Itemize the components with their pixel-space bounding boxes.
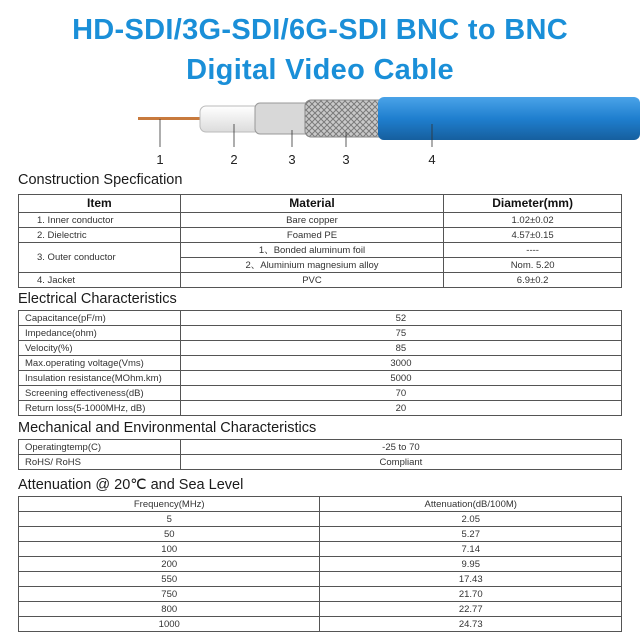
electrical-heading: Electrical Characteristics (18, 291, 177, 307)
construction-diameter: ---- (444, 243, 622, 258)
mechanical-name: RoHS/ RoHS (19, 455, 181, 470)
attenuation-frequency: 200 (19, 557, 320, 572)
inner-conductor (138, 117, 208, 120)
page-title-line1: HD-SDI/3G-SDI/6G-SDI BNC to BNC (72, 14, 568, 46)
diagram-label-3a: 3 (288, 152, 296, 167)
attenuation-header-row (19, 497, 622, 512)
mechanical-heading: Mechanical and Environmental Characteristics (18, 420, 317, 436)
table-row (19, 273, 622, 288)
mechanical-name: Operatingtemp(C) (19, 440, 181, 455)
diagram-label-2: 2 (230, 152, 238, 167)
table-row (19, 326, 622, 341)
attenuation-frequency: 50 (19, 527, 320, 542)
table-row (19, 455, 622, 470)
attenuation-value: 22.77 (320, 602, 622, 617)
electrical-name: Max.operating voltage(Vms) (19, 356, 181, 371)
electrical-name: Capacitance(pF/m) (19, 311, 181, 326)
diagram-label-3b: 3 (342, 152, 350, 167)
table-row (19, 557, 622, 572)
construction-diameter: 1.02±0.02 (444, 213, 622, 228)
attenuation-frequency: 800 (19, 602, 320, 617)
attenuation-frequency: 550 (19, 572, 320, 587)
jacket-layer (378, 97, 640, 140)
attenuation-frequency: 750 (19, 587, 320, 602)
attenuation-value: 2.05 (320, 512, 622, 527)
construction-header-material: Material (180, 195, 443, 213)
attenuation-value: 5.27 (320, 527, 622, 542)
braid-layer (305, 100, 385, 137)
attenuation-table (18, 496, 622, 632)
table-row (19, 542, 622, 557)
electrical-name: Insulation resistance(MOhm.km) (19, 371, 181, 386)
attenuation-value: 24.73 (320, 617, 622, 632)
attenuation-header-attenuation: Attenuation(dB/100M) (320, 497, 622, 512)
construction-diameter: 4.57±0.15 (444, 228, 622, 243)
construction-item: 4. Jacket (19, 273, 181, 288)
mechanical-value: Compliant (180, 455, 621, 470)
construction-material: Bare copper (180, 213, 443, 228)
table-row (19, 213, 622, 228)
attenuation-frequency: 1000 (19, 617, 320, 632)
table-row (19, 512, 622, 527)
construction-table (18, 194, 622, 288)
table-row (19, 311, 622, 326)
mechanical-table (18, 439, 622, 470)
electrical-name: Return loss(5-1000MHz, dB) (19, 401, 181, 416)
table-row (19, 371, 622, 386)
electrical-name: Screening effectiveness(dB) (19, 386, 181, 401)
attenuation-value: 9.95 (320, 557, 622, 572)
construction-material: 1、Bonded aluminum foil (180, 243, 443, 258)
construction-diameter: 6.9±0.2 (444, 273, 622, 288)
attenuation-value: 7.14 (320, 542, 622, 557)
electrical-value: 3000 (180, 356, 621, 371)
construction-header-diameter: Diameter(mm) (444, 195, 622, 213)
table-row (19, 243, 622, 258)
table-row (19, 401, 622, 416)
electrical-value: 52 (180, 311, 621, 326)
electrical-value: 85 (180, 341, 621, 356)
attenuation-header-frequency: Frequency(MHz) (19, 497, 320, 512)
table-row (19, 356, 622, 371)
page-title-line2: Digital Video Cable (186, 54, 454, 86)
construction-header-row (19, 195, 622, 213)
electrical-value: 75 (180, 326, 621, 341)
diagram-label-4: 4 (428, 152, 436, 167)
table-row (19, 440, 622, 455)
mechanical-value: -25 to 70 (180, 440, 621, 455)
electrical-name: Impedance(ohm) (19, 326, 181, 341)
construction-item: 1. Inner conductor (19, 213, 181, 228)
table-row (19, 386, 622, 401)
table-row (19, 341, 622, 356)
table-row (19, 572, 622, 587)
foil-layer (255, 103, 310, 134)
electrical-name: Velocity(%) (19, 341, 181, 356)
construction-material: 2、Aluminium magnesium alloy (180, 258, 443, 273)
attenuation-value: 17.43 (320, 572, 622, 587)
construction-material: Foamed PE (180, 228, 443, 243)
construction-heading: Construction Specfication (18, 172, 183, 188)
electrical-value: 5000 (180, 371, 621, 386)
table-row (19, 602, 622, 617)
table-row (19, 228, 622, 243)
electrical-value: 20 (180, 401, 621, 416)
diagram-label-1: 1 (156, 152, 164, 167)
construction-material: PVC (180, 273, 443, 288)
construction-item: 3. Outer conductor (19, 243, 181, 273)
dielectric (200, 106, 260, 132)
electrical-value: 70 (180, 386, 621, 401)
construction-diameter: Nom. 5.20 (444, 258, 622, 273)
cable-cross-section-diagram (0, 92, 640, 172)
attenuation-frequency: 5 (19, 512, 320, 527)
construction-item: 2. Dielectric (19, 228, 181, 243)
attenuation-frequency: 100 (19, 542, 320, 557)
attenuation-heading: Attenuation @ 20℃ and Sea Level (18, 477, 244, 493)
construction-header-item: Item (19, 195, 181, 213)
electrical-table (18, 310, 622, 416)
attenuation-value: 21.70 (320, 587, 622, 602)
table-row (19, 527, 622, 542)
table-row (19, 587, 622, 602)
table-row (19, 617, 622, 632)
